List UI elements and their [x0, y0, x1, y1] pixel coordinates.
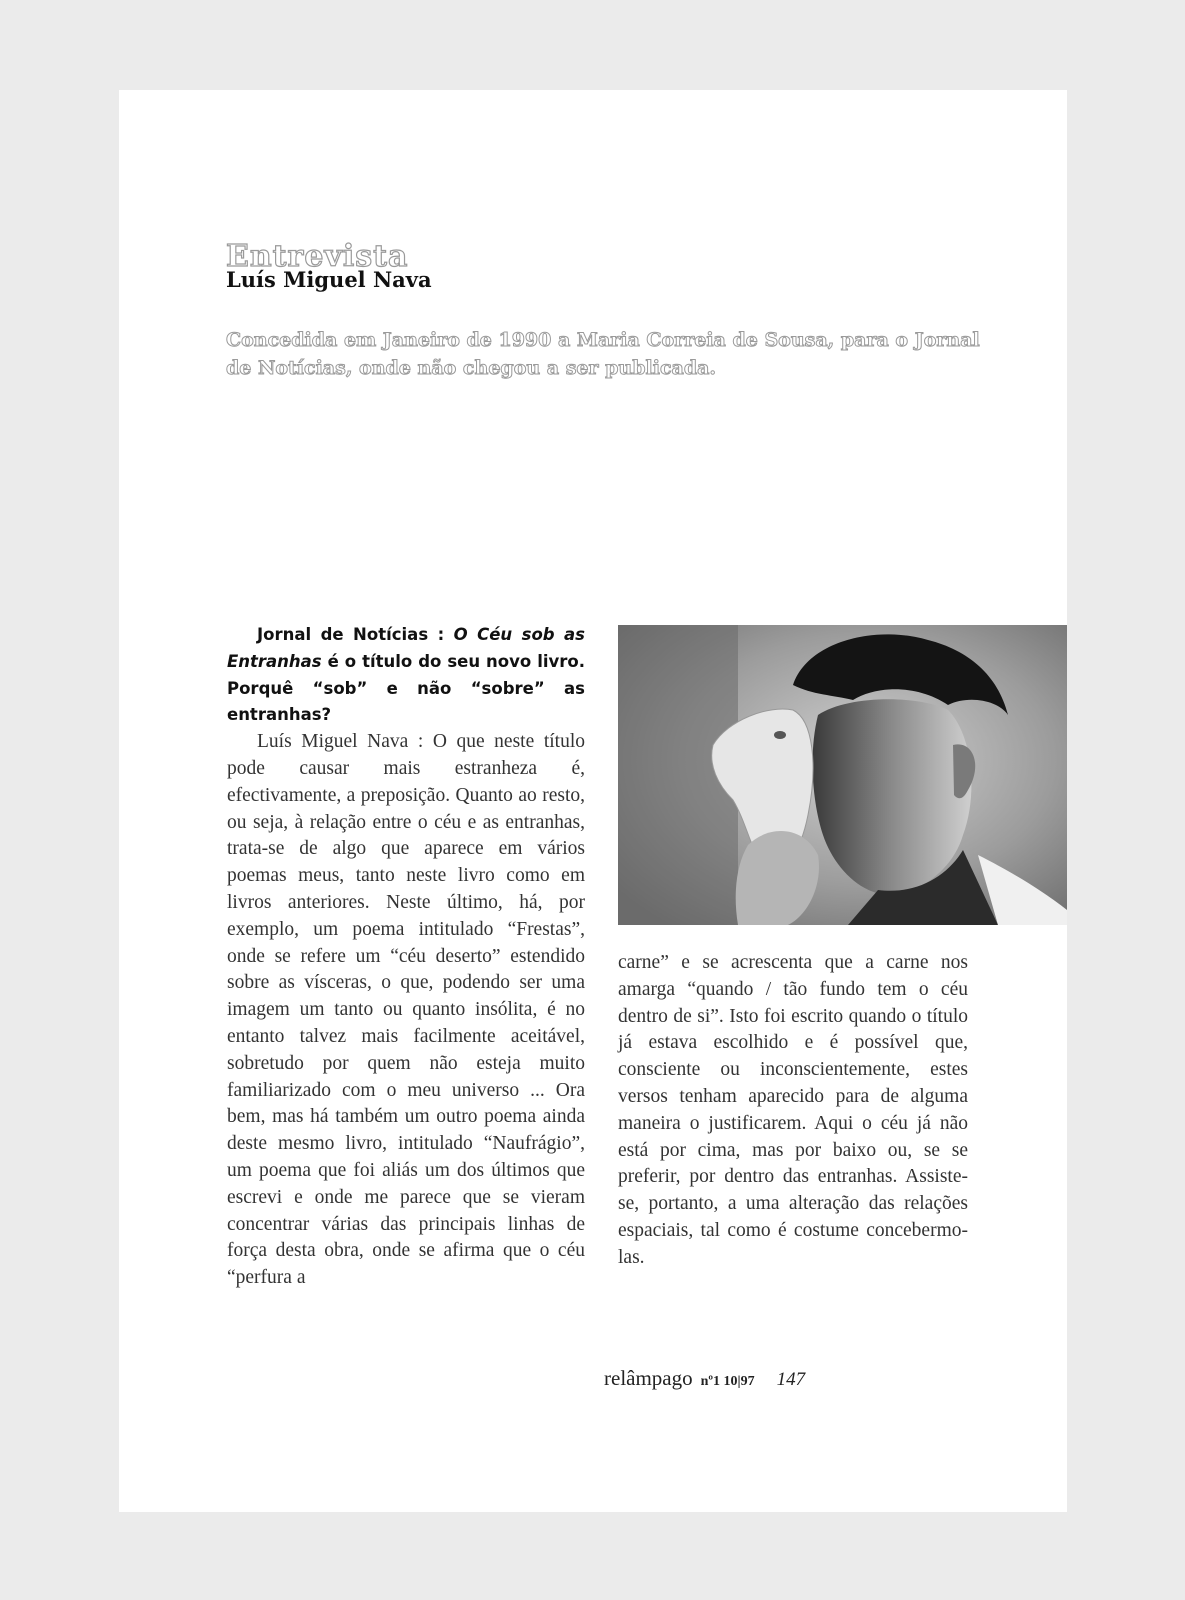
- page-number: 147: [776, 1369, 806, 1390]
- interview-question: [227, 622, 585, 729]
- issue-number: nº1 10|97: [700, 1374, 755, 1389]
- interview-subtitle: Concedida em Janeiro de 1990 a Maria Correia de Sousa, para o Jornal de Notícias, onde não chegou a ser publicada.: [226, 329, 980, 379]
- question-rest: é o título do seu novo livro. Porquê “sob” e não “sobre” as entranhas?: [227, 651, 585, 725]
- interview-answer-part2: carne” e se acrescenta que a carne nos amarga “quando / tão fundo tem o céu dentro de si”. Isto foi escrito quando o título já estava escolhido e é possível que, consciente ou inconscientemente, estes versos tenham aparecido para de alguma maneira o justificarem. Aqui o céu já não está por cima, mas por baixo ou, se se preferir, por dentro das entranhas. Assiste-se, portanto, a uma alteração das relações espaciais, tal como é costume concebermo-las.: [618, 952, 968, 1268]
- magazine-page: [119, 90, 1067, 1512]
- text-column-right: [618, 950, 968, 1272]
- section-label: Entrevista: [226, 239, 409, 274]
- question-lead: Jornal de Notícias :: [257, 625, 454, 644]
- portrait-photo: [618, 625, 1067, 925]
- book-title: O Céu sob as Entranhas: [227, 625, 585, 671]
- magazine-name: relâmpago: [604, 1366, 693, 1390]
- interview-answer-part1: Luís Miguel Nava : O que neste título pode causar mais estranheza é, efectivamente, a preposição. Quanto ao resto, ou seja, à relação entre o céu e as entranhas, trata-se de algo que aparece em vários poemas meus, tanto neste livro como em livros anteriores. Neste último, há, por exemplo, um poema intitulado “Frestas”, onde se refere um “céu deserto” estendido sobre as vísceras, o que, podendo ser uma imagem um tanto ou quanto insólita, é no entanto talvez mais facilmente aceitável, sobretudo por quem não esteja muito familiarizado com o meu universo ... Ora bem, mas há também um outro poema ainda deste mesmo livro, intitulado “Naufrágio”, um poema que foi aliás um dos últimos que escrevi e onde me parece que se vieram concentrar várias das principais linhas de força desta obra, onde se afirma que o céu “perfura a: [227, 731, 585, 1289]
- portrait-photo-image: [618, 625, 1067, 925]
- interviewee-name: Luís Miguel Nava: [226, 267, 432, 292]
- text-column-left: [227, 622, 585, 1292]
- page-footer: [604, 1366, 805, 1391]
